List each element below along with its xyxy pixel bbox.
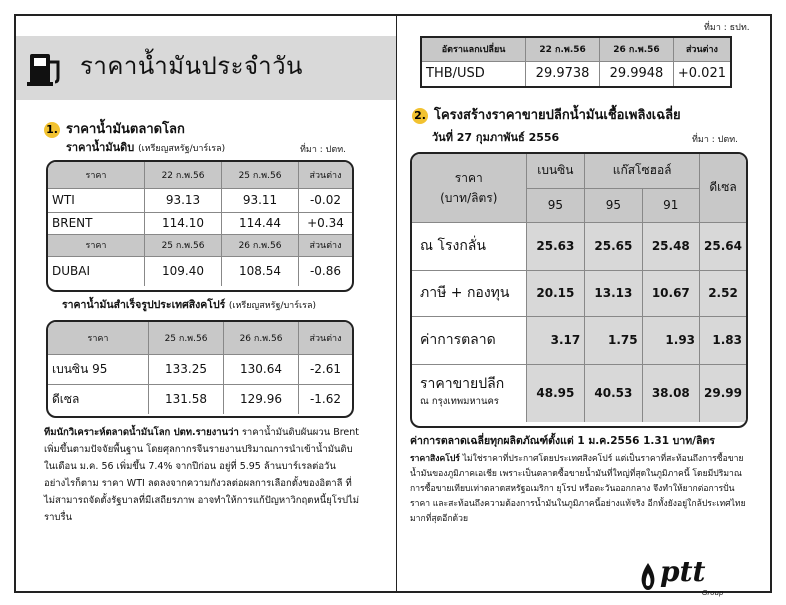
cell-value: 10.67: [642, 270, 699, 316]
row-label: BRENT: [52, 216, 93, 230]
row-label: ณ โรงกลั่น: [420, 238, 486, 254]
table-row: [412, 316, 746, 364]
header-cell: ราคา: [87, 333, 109, 344]
sg-explanation-text: ไม่ใช่ราคาที่ประกาศโดยประเทศสิงคโปร์ แต่เป็นราคาที่สะท้อนถึงการซื้อขายน้ำมันของภูมิภาคเอเชีย เพราะเป็นตลาดซื้อขายน้ำมันที่ใหญ่ที่สุดในภูมิภาคนี้ โดยมีปริมาณการซื้อขายเทียบเท่าตลาดสหรัฐอเมริกา ยุโรป หรือตะวันออกกลาง จึงทำให้ยากต่อการปั่นราคา และสะท้อนถึงความต้องการน้ำมันในภูมิภาคนี้อย่างแท้จริง อีกทั้งยังอยู่ใกล้ประเทศไทยมากที่สุดอีกด้วย: [410, 454, 746, 524]
cell-value: 29.99: [700, 364, 746, 422]
header-cell: 22 ก.พ.56: [145, 162, 222, 188]
sub-benzene-95: 95: [526, 188, 585, 222]
col-benzene: เบนซิน: [526, 154, 585, 188]
cell-value: 129.96: [224, 384, 299, 414]
cell-value: 2.52: [700, 270, 746, 316]
table-row: [421, 61, 731, 87]
cell-value: 40.53: [585, 364, 642, 422]
exchange-header: [421, 37, 731, 61]
sg-explanation: [410, 452, 746, 527]
cell-value: -0.86: [299, 256, 353, 286]
cell-value: 3.17: [526, 316, 585, 364]
sub-gasohol-91: 91: [642, 188, 699, 222]
cell-value: 93.11: [222, 188, 299, 212]
col-gasohol: แก๊สโซฮอล์: [585, 154, 700, 188]
row-label: WTI: [52, 193, 75, 207]
crude-subheading: [66, 138, 225, 156]
header-cell: อัตราแลกเปลี่ยน: [441, 45, 506, 56]
header-cell: 26 ก.พ.56: [600, 37, 674, 61]
sg-heading: [62, 296, 316, 313]
cell-value: 1.75: [585, 316, 642, 364]
exchange-source: ที่มา : ธปท.: [704, 23, 750, 33]
cell-value: 48.95: [526, 364, 585, 422]
ptt-flame-icon: [638, 561, 658, 591]
fuel-pump-icon: [26, 48, 66, 88]
section2-date: วันที่ 27 กุมภาพันธ์ 2556: [432, 131, 560, 144]
cell-value: +0.34: [299, 212, 353, 234]
cell-value: 29.9948: [600, 61, 674, 87]
crude-table-box: [46, 160, 354, 292]
section2-badge: 2.: [412, 108, 428, 124]
row-label: ดีเซล: [52, 391, 80, 406]
table-row: [48, 256, 352, 286]
col-price-label: ราคา: [454, 170, 483, 185]
table-row: [412, 270, 746, 316]
cell-value: 38.08: [642, 364, 699, 422]
crude-unit: (เหรียญสหรัฐ/บาร์เรล): [138, 144, 226, 154]
retail-label-cell: [412, 364, 526, 422]
section1-heading: [44, 118, 185, 139]
row-label: THB/USD: [426, 66, 485, 82]
cell-value: 20.15: [526, 270, 585, 316]
header-cell: 25 ก.พ.56: [222, 162, 299, 188]
row-label: เบนซิน 95: [52, 361, 108, 376]
cell-value: 25.64: [700, 222, 746, 270]
retail-table: [412, 154, 746, 422]
logo-text: ptt: [660, 555, 706, 588]
header-cell: 25 ก.พ.56: [145, 234, 222, 256]
sg-table-header: [48, 322, 352, 354]
table-row: [48, 384, 352, 414]
cell-value: 130.64: [224, 354, 299, 384]
sg-title: ราคาน้ำมันสำเร็จรูปประเทศสิงคโปร์: [62, 299, 226, 311]
cell-value: 114.44: [222, 212, 299, 234]
cell-value: -1.62: [299, 384, 353, 414]
header-cell: ส่วนต่าง: [299, 162, 353, 188]
cell-value: 29.9738: [526, 61, 600, 87]
col-unit-label: (บาท/ลิตร): [440, 190, 498, 205]
price-header: [412, 154, 526, 222]
header-cell: ราคา: [85, 170, 107, 181]
header-cell: 26 ก.พ.56: [222, 234, 299, 256]
cell-value: 25.48: [642, 222, 699, 270]
sg-table: [48, 322, 352, 414]
header-cell: ส่วนต่าง: [673, 37, 731, 61]
section2-source: ที่มา : ปตท.: [692, 135, 739, 145]
col-diesel: ดีเซล: [700, 154, 746, 222]
cell-value: 114.10: [145, 212, 222, 234]
cell-value: 1.83: [700, 316, 746, 364]
crude-table-header: [48, 162, 352, 188]
cell-value: 131.58: [149, 384, 224, 414]
section1-badge: 1.: [44, 122, 60, 138]
header-cell: ราคา: [85, 241, 107, 251]
cell-value: 109.40: [145, 256, 222, 286]
sg-unit: (เหรียญสหรัฐ/บาร์เรล): [228, 301, 316, 311]
header-cell: ส่วนต่าง: [299, 322, 353, 354]
ptt-logo: [660, 555, 724, 597]
crude-table: [48, 162, 352, 286]
cell-value: 108.54: [222, 256, 299, 286]
header-cell: 22 ก.พ.56: [526, 37, 600, 61]
cell-value: 13.13: [585, 270, 642, 316]
table-row: [48, 212, 352, 234]
analysis-paragraph: [44, 424, 360, 526]
retail-header: [412, 154, 746, 188]
row-sublabel: ณ กรุงเทพมหานคร: [420, 396, 499, 408]
row-label: ภาษี + กองทุน: [420, 285, 510, 301]
table-row: [48, 188, 352, 212]
analysis-text: ราคาน้ำมันดิบผันผวน Brent เพิ่มขึ้นตามปัจจัยพื้นฐาน โดยศุลกากรจีนรายงานปริมาณการนำเข้าน้ำมันดิบในเดือน ม.ค. 56 เพิ่มขึ้น 7.4% จากปีก่อน อยู่ที่ 5.95 ล้านบาร์เรลต่อวัน อย่างไรก็ตาม ราคา WTI ลดลงจากความกังวลต่อผลการเลือกตั้งของอิตาลี ที่ไม่สามารถจัดตั้งรัฐบาลที่มีเสถียรภาพ อาจทำให้การแก้ปัญหาวิกฤตหนี้ยุโรปไม่ราบรื่น: [44, 427, 360, 523]
cell-value: 1.93: [642, 316, 699, 364]
cell-value: 25.65: [585, 222, 642, 270]
table-row: [412, 364, 746, 422]
sub-gasohol-95: 95: [585, 188, 642, 222]
cell-value: 93.13: [145, 188, 222, 212]
analysis-lead: ทีมนักวิเคราะห์ตลาดน้ำมันโลก ปตท.รายงานว่า: [44, 427, 239, 438]
cell-value: -0.02: [299, 188, 353, 212]
crude-source: ที่มา : ปตท.: [300, 145, 347, 155]
dubai-header: [48, 234, 352, 256]
section2-title: โครงสร้างราคาขายปลีกน้ำมันเชื้อเพลิงเฉลี่ย: [434, 108, 681, 123]
sg-explanation-lead: ราคาสิงคโปร์: [410, 454, 460, 464]
table-row: [412, 222, 746, 270]
cell-value: -2.61: [299, 354, 353, 384]
row-label: DUBAI: [52, 264, 91, 279]
sg-table-box: [46, 320, 354, 418]
header-cell: 26 ก.พ.56: [224, 322, 299, 354]
table-row: [48, 354, 352, 384]
cell-value: +0.021: [673, 61, 731, 87]
row-label: ค่าการตลาด: [420, 332, 496, 348]
section1-title: ราคาน้ำมันตลาดโลก: [66, 122, 185, 137]
margin-note: ค่าการตลาดเฉลี่ยทุกผลิตภัณฑ์ตั้งแต่ 1 ม.ค.2556 1.31 บาท/ลิตร: [410, 435, 715, 447]
page-title: ราคาน้ำมันประจำวัน: [80, 52, 303, 80]
logo-subtext: Group: [702, 589, 724, 597]
column-divider: [396, 16, 397, 591]
exchange-table: [420, 36, 732, 88]
row-label: ราคาขายปลีก: [420, 376, 505, 393]
cell-value: 133.25: [149, 354, 224, 384]
header-cell: 25 ก.พ.56: [149, 322, 224, 354]
retail-table-box: [410, 152, 748, 428]
crude-subtitle: ราคาน้ำมันดิบ: [66, 141, 135, 154]
header-cell: ส่วนต่าง: [299, 234, 353, 256]
section2-heading: [412, 104, 681, 125]
cell-value: 25.63: [526, 222, 585, 270]
